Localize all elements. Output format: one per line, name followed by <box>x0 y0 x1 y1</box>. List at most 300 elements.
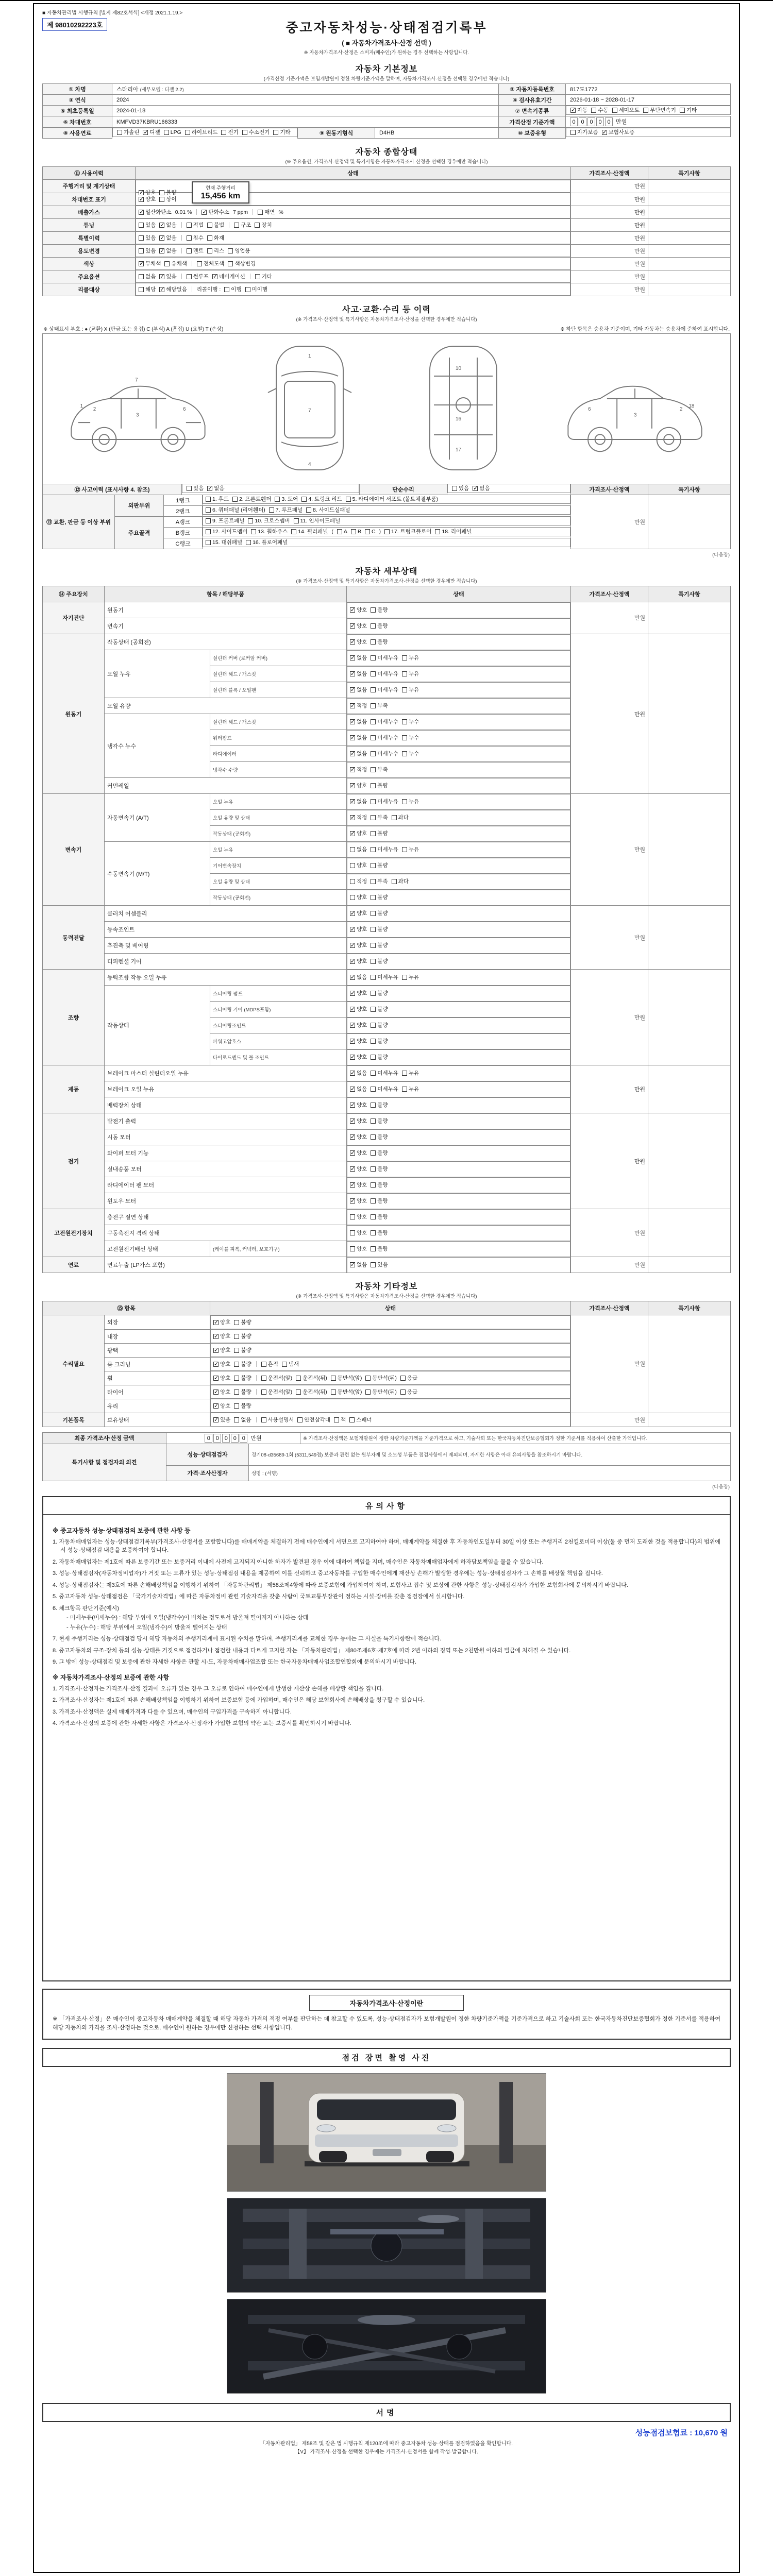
checkbox-option[interactable] <box>350 894 367 901</box>
checkbox-option[interactable] <box>296 1375 327 1381</box>
checkbox-option[interactable] <box>350 1262 367 1268</box>
checkbox-option[interactable] <box>261 1417 294 1423</box>
table-row <box>43 95 731 106</box>
option-label: 침수 <box>193 234 204 241</box>
checkbox-option[interactable] <box>371 1182 388 1188</box>
unchecked-box-icon <box>294 518 299 523</box>
amount-digit: 0 <box>587 117 595 126</box>
checkbox-option[interactable] <box>207 235 224 241</box>
option-label: 불량 <box>241 1333 251 1340</box>
checkbox-option[interactable] <box>371 846 398 853</box>
checked-box-icon <box>350 1150 355 1156</box>
checkbox-option[interactable] <box>371 1102 388 1108</box>
checkbox-option[interactable] <box>350 1214 367 1220</box>
checkbox-option[interactable] <box>365 1389 397 1395</box>
checkbox-option[interactable] <box>371 671 398 677</box>
checkbox-option[interactable] <box>351 529 361 535</box>
checkbox-option[interactable] <box>371 1166 388 1172</box>
checkbox-option[interactable] <box>234 1417 251 1423</box>
checkbox-option[interactable] <box>234 1333 251 1340</box>
checkbox-option[interactable] <box>365 1375 397 1381</box>
section-detail-heading <box>42 565 731 584</box>
checkbox-option[interactable] <box>402 655 419 661</box>
checkbox-option[interactable] <box>248 518 290 524</box>
option-label: 불량 <box>241 1375 251 1381</box>
checkbox-option[interactable] <box>159 190 176 196</box>
divider <box>196 209 197 215</box>
option-label: 전체도색 <box>203 260 225 267</box>
checkbox-option[interactable] <box>331 1375 362 1381</box>
option-label: 불량 <box>377 1150 388 1156</box>
option-label: 동반석(앞) <box>337 1388 362 1395</box>
checkbox-option[interactable] <box>452 485 469 492</box>
checkbox-option[interactable] <box>350 846 367 853</box>
checkbox-option[interactable] <box>159 235 176 241</box>
option-label: 12. 사이드멤버 <box>212 529 248 535</box>
checkbox-option[interactable] <box>273 129 290 135</box>
checkbox-option[interactable] <box>402 735 419 741</box>
checked-box-icon <box>350 831 355 836</box>
detail-row <box>43 906 731 922</box>
option-label: 불량 <box>377 894 388 901</box>
checkbox-option[interactable] <box>371 1230 388 1236</box>
checkbox-option[interactable] <box>350 767 367 773</box>
checkbox-option[interactable] <box>207 222 224 228</box>
checkbox-option[interactable] <box>139 248 156 254</box>
price-cell: 만원 <box>571 1209 648 1257</box>
checkbox-option[interactable] <box>371 703 388 709</box>
checkbox-option[interactable] <box>221 129 238 135</box>
unchecked-box-icon <box>245 287 250 292</box>
note-cell <box>648 495 731 549</box>
price-cell: 만원 <box>571 1065 648 1113</box>
checkbox-option[interactable] <box>350 1038 367 1044</box>
state-cell <box>347 858 570 874</box>
checkbox-option[interactable] <box>350 799 367 805</box>
option-label: 영업용 <box>234 247 250 254</box>
checkbox-option[interactable] <box>371 942 388 948</box>
checkbox-option[interactable] <box>234 1361 251 1367</box>
model-year-value: 2024 <box>112 95 499 106</box>
checkbox-option[interactable] <box>371 639 388 645</box>
checkbox-option[interactable] <box>371 1246 388 1252</box>
checkbox-option[interactable] <box>187 235 204 241</box>
state-cell <box>136 270 570 283</box>
checkbox-option[interactable] <box>350 719 367 725</box>
item-label: 등속조인트 <box>105 922 347 938</box>
checkbox-option[interactable] <box>350 990 367 996</box>
checkbox-option[interactable] <box>371 878 388 885</box>
checkbox-option[interactable] <box>197 261 225 267</box>
checkbox-option[interactable] <box>261 1389 293 1395</box>
item-label: 연료누출 (LP가스 포함) <box>105 1257 347 1273</box>
unchecked-box-icon <box>346 497 351 502</box>
checkbox-option[interactable] <box>213 1375 230 1381</box>
checkbox-option[interactable] <box>228 248 250 254</box>
checkbox-option[interactable] <box>402 1070 419 1076</box>
checkbox-option[interactable] <box>346 496 439 502</box>
misc-row <box>43 1413 731 1427</box>
checkbox-option[interactable] <box>213 1417 230 1423</box>
checkbox-option[interactable] <box>371 719 398 725</box>
checkbox-option[interactable] <box>206 529 247 535</box>
checkbox-option[interactable] <box>228 261 256 267</box>
item-label: 발전기 출력 <box>105 1113 347 1129</box>
checkbox-option[interactable] <box>371 831 388 837</box>
checkbox-option[interactable] <box>350 862 367 869</box>
option-label: 불량 <box>377 1038 388 1044</box>
checkbox-option[interactable] <box>350 942 367 948</box>
option-label: 스패너 <box>356 1416 372 1423</box>
checkbox-option[interactable] <box>392 878 409 885</box>
item-label: 오일 누유 <box>105 650 210 698</box>
checkbox-option[interactable] <box>350 878 367 885</box>
checkbox-option[interactable] <box>350 1054 367 1060</box>
option-label: 화재 <box>213 234 225 241</box>
unchecked-box-icon <box>365 529 370 534</box>
checkbox-option[interactable] <box>392 815 409 821</box>
checkbox-option[interactable] <box>232 496 271 502</box>
checkbox-option[interactable] <box>261 1375 293 1381</box>
checkbox-option[interactable] <box>570 107 587 113</box>
option-label: 운전석(앞) <box>267 1375 293 1381</box>
checkbox-option[interactable] <box>371 1038 388 1044</box>
note-cell <box>648 602 731 634</box>
checkbox-option[interactable] <box>602 129 635 135</box>
checkbox-option[interactable] <box>159 286 187 293</box>
checkbox-option[interactable] <box>350 655 367 661</box>
checkbox-option[interactable] <box>234 1319 251 1326</box>
checkbox-option[interactable] <box>371 1150 388 1156</box>
checkbox-option[interactable] <box>371 958 388 964</box>
column-header: 특기사항 <box>648 586 731 602</box>
unchecked-box-icon <box>234 1417 239 1422</box>
checkbox-option[interactable] <box>207 248 224 254</box>
checkbox-option[interactable] <box>371 1054 388 1060</box>
checked-box-icon <box>473 486 478 491</box>
state-cell <box>347 634 570 650</box>
checkbox-option[interactable] <box>371 735 398 741</box>
checkbox-option[interactable] <box>371 1118 388 1124</box>
checkbox-option[interactable] <box>371 894 388 901</box>
checkbox-option[interactable] <box>365 529 376 535</box>
checkbox-option[interactable] <box>187 274 209 280</box>
checkbox-option[interactable] <box>570 129 598 135</box>
checkbox-option[interactable] <box>371 974 398 980</box>
checkbox-option[interactable] <box>139 209 172 215</box>
checkbox-option[interactable] <box>255 222 272 228</box>
checkbox-option[interactable] <box>350 1198 367 1204</box>
checkbox-option[interactable] <box>206 496 229 502</box>
field-label: ① 차명 <box>43 84 112 95</box>
checkbox-option[interactable] <box>213 1403 230 1409</box>
checkbox-option[interactable] <box>206 507 265 513</box>
item-label: 클러치 어셈블리 <box>105 906 347 922</box>
checkbox-option[interactable] <box>296 1389 327 1395</box>
unchecked-box-icon <box>234 223 239 228</box>
checkbox-option[interactable] <box>350 1086 367 1092</box>
checkbox-option[interactable] <box>350 1166 367 1172</box>
checkbox-option[interactable] <box>201 209 229 215</box>
checkbox-option[interactable] <box>139 222 156 228</box>
unchecked-box-icon <box>234 1389 239 1395</box>
checkbox-option[interactable] <box>350 1070 367 1076</box>
divider <box>256 1375 257 1381</box>
checkbox-option[interactable] <box>350 703 367 709</box>
summary-row <box>43 244 731 257</box>
unchecked-box-icon <box>384 529 390 534</box>
checkbox-option[interactable] <box>258 209 275 215</box>
checkbox-option[interactable] <box>251 529 288 535</box>
checkbox-option[interactable] <box>331 1389 362 1395</box>
checkbox-option[interactable] <box>371 926 388 933</box>
checkbox-option[interactable] <box>371 607 388 613</box>
checkbox-option[interactable] <box>164 129 181 135</box>
registration-number-value: 817도1772 <box>566 84 731 95</box>
option-label: 불량 <box>241 1402 251 1409</box>
checkbox-option[interactable] <box>402 1086 419 1092</box>
checkbox-option[interactable] <box>159 222 176 228</box>
checkbox-option[interactable] <box>371 1214 388 1220</box>
checkbox-option[interactable] <box>371 751 398 757</box>
option-label: 없음 <box>357 655 367 661</box>
option-label: 양호 <box>357 1022 367 1028</box>
checkbox-option[interactable] <box>680 107 697 113</box>
checkbox-option[interactable] <box>402 751 419 757</box>
state-cell <box>210 1315 570 1329</box>
checkbox-option[interactable] <box>164 261 187 267</box>
checkbox-option[interactable] <box>337 529 347 535</box>
checkbox-option[interactable] <box>297 1417 330 1423</box>
checkbox-option[interactable] <box>371 1022 388 1028</box>
option-label: 이행 <box>231 286 242 293</box>
unchecked-box-icon <box>139 223 144 228</box>
checkbox-option[interactable] <box>139 286 156 293</box>
checkbox-option[interactable] <box>402 974 419 980</box>
checkbox-option[interactable] <box>269 507 303 513</box>
unchecked-box-icon <box>337 529 342 534</box>
unchecked-box-icon <box>234 1376 239 1381</box>
checkbox-option[interactable] <box>206 518 244 524</box>
svg-text:2: 2 <box>679 406 683 412</box>
checkbox-option[interactable] <box>275 496 298 502</box>
amount-digit: 0 <box>605 117 613 126</box>
checkbox-option[interactable] <box>643 107 676 113</box>
checkbox-option[interactable] <box>371 990 388 996</box>
checkbox-option[interactable] <box>371 1086 398 1092</box>
checkbox-option[interactable] <box>402 846 419 853</box>
checkbox-option[interactable] <box>350 1150 367 1156</box>
inline-text <box>331 529 333 535</box>
checkbox-option[interactable] <box>187 485 204 492</box>
checked-box-icon <box>350 1182 355 1188</box>
svg-text:1: 1 <box>308 353 311 359</box>
checkbox-option[interactable] <box>371 623 388 629</box>
checkbox-option[interactable] <box>234 222 251 228</box>
checkbox-option[interactable] <box>350 751 367 757</box>
checkbox-option[interactable] <box>234 1389 251 1395</box>
unchecked-box-icon <box>261 1389 266 1395</box>
unchecked-box-icon <box>334 1417 339 1422</box>
checkbox-option[interactable] <box>306 507 350 513</box>
price-cell: 만원 <box>571 602 648 634</box>
checkbox-option[interactable] <box>349 1417 372 1423</box>
unchecked-box-icon <box>371 767 376 772</box>
misc-group-label: 수리필요 <box>43 1315 105 1413</box>
checkbox-option[interactable] <box>350 815 367 821</box>
checkbox-option[interactable] <box>350 926 367 933</box>
checkbox-option[interactable] <box>350 623 367 629</box>
checkbox-option[interactable] <box>350 1246 367 1252</box>
checkbox-option[interactable] <box>143 129 160 135</box>
notice-item <box>53 1538 720 1555</box>
checkbox-option[interactable] <box>350 1118 367 1124</box>
checkbox-option[interactable] <box>187 222 204 228</box>
checkbox-option[interactable] <box>350 831 367 837</box>
checkbox-option[interactable] <box>350 1022 367 1028</box>
checkbox-option[interactable] <box>117 129 139 135</box>
unchecked-box-icon <box>371 671 376 676</box>
checkbox-option[interactable] <box>371 1006 388 1012</box>
checkbox-option[interactable] <box>350 639 367 645</box>
checkbox-option[interactable] <box>234 1403 251 1409</box>
device-group-label: 고전원전기장치 <box>43 1209 105 1257</box>
checkbox-option[interactable] <box>371 783 388 789</box>
option-label: 디젤 <box>149 129 160 135</box>
checkbox-option[interactable] <box>213 1389 230 1395</box>
checkbox-option[interactable] <box>159 274 176 280</box>
checkbox-option[interactable] <box>207 485 224 492</box>
state-cell <box>347 650 570 666</box>
checkbox-option[interactable] <box>402 671 419 677</box>
checkbox-option[interactable] <box>384 529 431 535</box>
item-label: 수동변속기 (M/T) <box>105 842 210 906</box>
checkbox-option[interactable] <box>473 485 490 492</box>
checkbox-option[interactable] <box>350 607 367 613</box>
checkbox-option[interactable] <box>234 1347 251 1353</box>
checkbox-option[interactable] <box>371 767 388 773</box>
checkbox-option[interactable] <box>371 1198 388 1204</box>
item-label: 작동상태 (공회전) <box>105 634 347 650</box>
checkbox-option[interactable] <box>213 1361 230 1367</box>
checkbox-option[interactable] <box>350 1230 367 1236</box>
checkbox-option[interactable] <box>212 274 245 280</box>
engine-type-value: D4HB <box>375 128 499 139</box>
checkbox-option[interactable] <box>242 129 270 135</box>
checkbox-option[interactable] <box>294 518 341 524</box>
checkbox-option[interactable] <box>350 671 367 677</box>
checkbox-option[interactable] <box>350 1102 367 1108</box>
unchecked-box-icon <box>371 639 376 645</box>
option-label: 양호 <box>357 1118 367 1124</box>
checkbox-option[interactable] <box>350 974 367 980</box>
checkbox-option[interactable] <box>612 107 640 113</box>
checkbox-option[interactable] <box>139 196 156 202</box>
checkbox-option[interactable] <box>371 1262 388 1268</box>
checkbox-option[interactable] <box>213 1319 230 1326</box>
checkbox-option[interactable] <box>261 1361 278 1367</box>
checkbox-option[interactable] <box>334 1417 346 1423</box>
checkbox-option[interactable] <box>350 735 367 741</box>
checkbox-option[interactable] <box>591 107 608 113</box>
item-label: 원동기 <box>105 602 347 618</box>
checkbox-option[interactable] <box>371 655 398 661</box>
checkbox-option[interactable] <box>350 687 367 693</box>
checkbox-option[interactable] <box>139 235 156 241</box>
option-label: 무채색 <box>145 260 161 267</box>
mileage-callout <box>192 181 250 204</box>
checkbox-option[interactable] <box>402 719 419 725</box>
price-cell: 만원 <box>571 634 648 794</box>
checkbox-option[interactable] <box>400 1389 417 1395</box>
checkbox-option[interactable] <box>371 799 398 805</box>
checkbox-option[interactable] <box>139 274 156 280</box>
car-diagram-box <box>42 333 731 484</box>
checkbox-option[interactable] <box>400 1375 417 1381</box>
checkbox-option[interactable] <box>371 862 388 869</box>
checkbox-option[interactable] <box>234 1375 251 1381</box>
state-cell <box>210 1413 570 1427</box>
checkbox-option[interactable] <box>371 910 388 917</box>
checkbox-option[interactable] <box>291 529 328 535</box>
checkbox-option[interactable] <box>435 529 472 535</box>
part-label: 타이로드엔드 및 볼 조인트 <box>210 1049 347 1065</box>
checkbox-option[interactable] <box>350 1134 367 1140</box>
accident-history-table <box>42 484 731 495</box>
checkbox-option[interactable] <box>350 958 367 964</box>
car-diagram-side-left <box>60 342 215 476</box>
checkbox-option[interactable] <box>185 129 218 135</box>
signature-heading: 서명 <box>42 2403 731 2422</box>
checkbox-option[interactable] <box>301 496 342 502</box>
option-label: 없음 <box>357 751 367 757</box>
checkbox-option[interactable] <box>350 1182 367 1188</box>
checkbox-option[interactable] <box>246 539 288 546</box>
option-label: 부족 <box>377 878 388 885</box>
item-label: 고전원전기배선 상태 <box>105 1241 210 1257</box>
checkbox-option[interactable] <box>245 286 267 293</box>
checkbox-option[interactable] <box>402 799 419 805</box>
unchecked-box-icon <box>139 287 144 292</box>
checkbox-option[interactable] <box>402 687 419 693</box>
checkbox-option[interactable] <box>371 815 388 821</box>
checkbox-option[interactable] <box>350 910 367 917</box>
unchecked-box-icon <box>392 879 397 884</box>
checkbox-option[interactable] <box>213 1333 230 1340</box>
checkbox-option[interactable] <box>187 248 204 254</box>
option-label: 양호 <box>357 1134 367 1140</box>
option-label: 있음 <box>166 273 177 280</box>
checkbox-option[interactable] <box>350 783 367 789</box>
checkbox-option[interactable] <box>159 196 176 202</box>
checkbox-option[interactable] <box>139 261 161 267</box>
checked-box-icon <box>213 1417 219 1422</box>
checkbox-option[interactable] <box>159 248 176 254</box>
state-cell <box>210 1385 570 1399</box>
checkbox-option[interactable] <box>224 286 241 293</box>
checkbox-option[interactable] <box>255 274 272 280</box>
checkbox-option[interactable] <box>371 1070 398 1076</box>
checkbox-option[interactable] <box>371 1134 388 1140</box>
checkbox-option[interactable] <box>350 1006 367 1012</box>
checkbox-option[interactable] <box>282 1361 299 1367</box>
checkbox-option[interactable] <box>206 539 242 546</box>
checkbox-option[interactable] <box>139 190 156 196</box>
note-cell <box>648 794 731 906</box>
checkbox-option[interactable] <box>371 687 398 693</box>
checkbox-option[interactable] <box>213 1347 230 1353</box>
divider <box>256 1417 257 1422</box>
